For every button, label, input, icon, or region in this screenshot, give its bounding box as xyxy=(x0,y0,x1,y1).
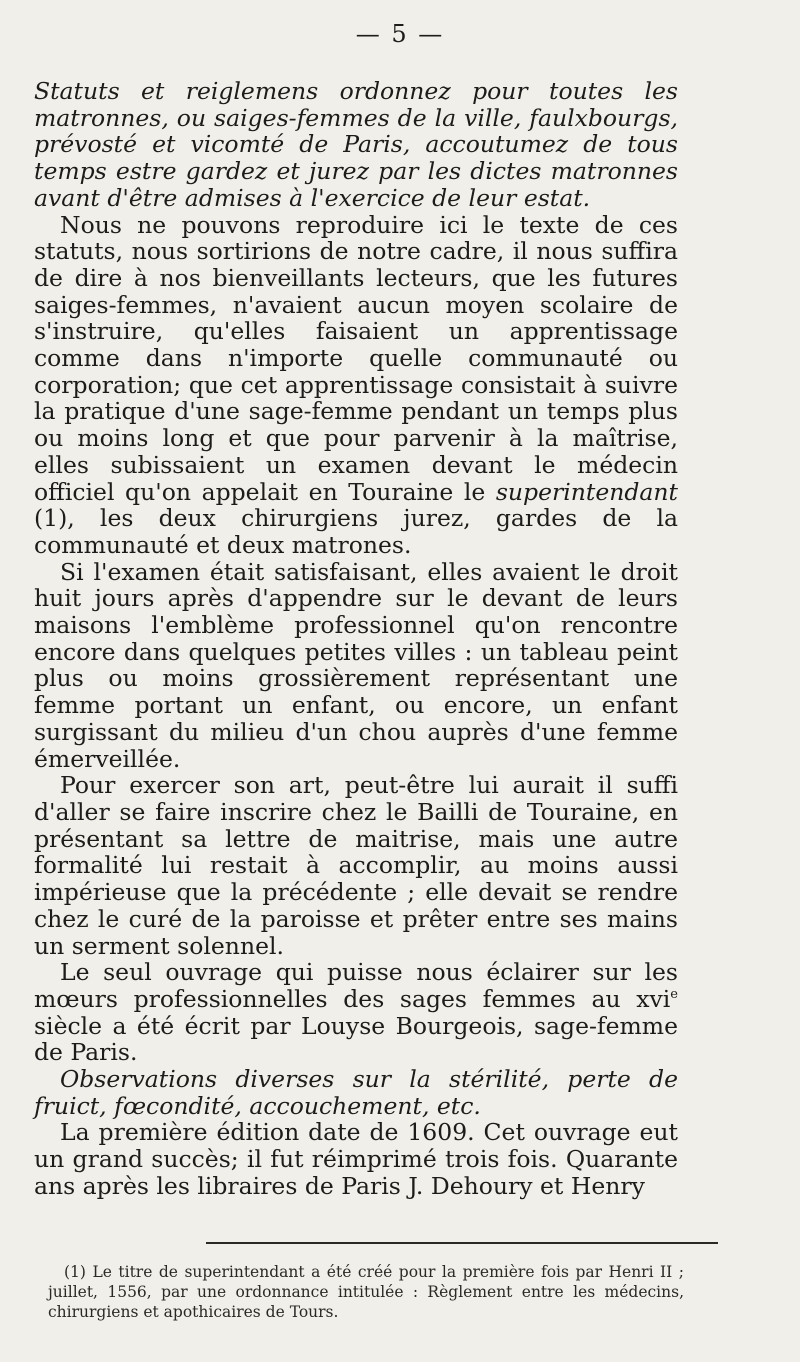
paragraph-ouvrage xyxy=(34,959,678,1066)
paragraph-text: Le seul ouvrage qui puisse nous éclairer sur les mœurs professionnelles des sages femmes au xvi xyxy=(34,958,678,1013)
paragraph-text-tail: siècle a été écrit par Louyse Bourgeois, sage-femme de Paris. xyxy=(34,1011,678,1067)
footnote-divider xyxy=(206,1242,718,1244)
book-title: Observations diverses sur la stérilité, perte de fruict, fœcondité, accouchement, etc. xyxy=(34,1065,678,1120)
statutes-title: Statuts et reiglemens ordonnez pour toutes les matronnes, ou saiges-femmes de la ville, faulxbourgs, prévosté et vicomté de Paris, accoutumez de tous temps estre gardez et jurez par les dictes matronnes avant d'être admises à l'exercice de leur estat. xyxy=(34,77,678,212)
body-text xyxy=(34,78,678,1200)
page-number: — 5 — xyxy=(355,20,445,48)
emphasis-superintendant: superintendant xyxy=(495,477,678,506)
footnote xyxy=(48,1262,684,1322)
paragraph-exercer: Pour exercer son art, peut-être lui aurait il suffi d'aller se faire inscrire chez le Bailli de Touraine, en présentant sa lettre de maitrise, mais une autre formalité lui restait à accomplir, au moins aussi impérieuse que la précédente ; elle devait se rendre chez le curé de la paroisse et prêter entre ses mains un serment solennel. xyxy=(34,771,678,960)
paragraph-text-tail: (1), les deux chirurgiens jurez, gardes de la communauté et deux matrones. xyxy=(34,504,678,559)
paragraph-statutes xyxy=(34,212,678,559)
century-superscript: e xyxy=(670,986,678,1002)
paragraph-examen: Si l'examen était satisfaisant, elles avaient le droit huit jours après d'appendre sur le devant de leurs maisons l'emblème professionnel qu'on rencontre encore dans quelques petites villes : un tableau peint plus ou moins grossièrement représentant une femme portant un enfant, ou encore, un enfant surgissant du milieu d'un chou auprès d'une femme émerveillée. xyxy=(34,557,678,773)
footnote-text: (1) Le titre de superintendant a été créé pour la première fois par Henri II ; juillet, 1556, par une ordonnance intitulée : Règlement entre les médecins, chirurgiens et apothicaires de Tours. xyxy=(48,1263,684,1321)
paragraph-edition: La première édition date de 1609. Cet ouvrage eut un grand succès; il fut réimprimé trois fois. Quarante ans après les libraires de Paris J. Dehoury et Henry xyxy=(34,1118,678,1200)
paragraph-text: Nous ne pouvons reproduire ici le texte de ces statuts, nous sortirions de notre cadre, il nous suffira de dire à nos bienveillants lecteurs, que les futures saiges-femmes, n'avaient aucun moyen scolaire de s'instruire, qu'elles faisaient un apprentissage comme dans n'importe quelle communauté ou corporation; que cet apprentissage consistait à suivre la pratique d'une sage-femme pendant un temps plus ou moins long et que pour parvenir à la maîtrise, elles subissaient un examen devant le médecin officiel qu'on appelait en Touraine le xyxy=(34,210,678,506)
